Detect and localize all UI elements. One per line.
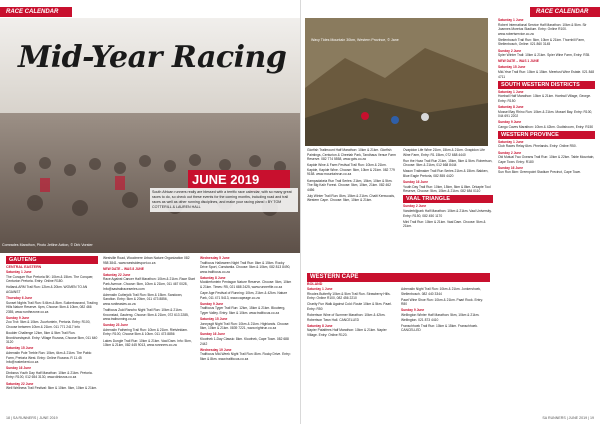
list-item: Adrenalin Night Trail Run: 10km & 21km. Jonkershoek, Stellenbosch. 082 440 3344 [401,287,482,296]
list-item: Thursday 6 June Sunset Nights Trail Run: 5.6km & 8km. Suikerbosrand, Trading Hills Nature Reserve. 6pm, Choose: 5km & 10km, 082 466 2355, www.runthezone.co.za [6,295,98,314]
list-item: NEW DATE – WAS 1 JUNE [498,59,539,64]
list-item: Mason Trailmaker Trail Run Series 21km & 15km. Bakken, Blue Eagle Pretoria, 082 855 4420 [403,169,489,178]
list-item: Adrenalin Cutlerjolk Trail Run: 5km & 15km. Sandown, Sandton. Entry: 5km & 20km, 011 473 8856, www.runiteasies.co.za [103,292,183,306]
photo-caption: Wavy Tides Mountain 30km, Western Province, © Jane [311,38,399,42]
list-item: Saturday 1 June Rhodes Butterfly 10km & 5km Trail Run. Strawberry Hills. Entry: Online R100, 082 456 2210 [307,287,391,301]
western-cape-section [307,273,490,339]
list-item: Sunday 9 June Cango Caves Marathon: 10km & 42km. Oudtshoorn, Entry: R150 [498,120,594,129]
list-item: Westville Road, Woodmere Urban Nature Organization 082 958 3841. www.westsidesport.co.za [103,256,190,265]
list-item: Sunday 2 June Vanderbijlpark Half Marathon: 10km & 21km. Vaal University. Entry: R150, 082 450 1170 [403,204,492,218]
list-item: Stellenbosch Trail Run: 5km, 10km & 21km. Thornhill Farm, Stellenbosch, Online: 021 860 3145 [498,37,585,47]
list-item: Kapide Wine & Farm Festival Trail Run: 10km & 21km. Kapide, Kapide Wine. Choose: 5km, 10km & 21km. 082 779 9158. www.mountainrun.co.za [307,163,395,177]
list-item: Boulder Challenge 12km, 5km & 5km Trail Run. Bronkhorstspruit. Entry: Village Rozana, Choose 5km, 011 640 3120 [6,331,98,345]
list-item: Paarl Wine Shoe Run: 10km & 21km. Paarl Rock. Entry: R80 [401,297,484,307]
list-item: Charity Fun Walk Against Cold: Route 10km & 5km. Paarl. Entry: R50 [307,302,392,311]
list-item: Saturday 8 June Mossel Bay Rhino Run: 10km & 21km. Mossel Bay. Entry: R100, 044 691 2202 [498,104,593,119]
hero-image [0,18,300,253]
intro-blurb: South African runners really are blessed with a terrific race calendar, with so many great races to do, so check out these events for the coming months, including road and trail races as well as other running disciplines, and make your racing plans! • BY TOM COTTERILL & LAUREN HALL [150,188,298,212]
subsection-heading: BOLAND [307,282,323,286]
list-item: Sunday 9 June Zoo Trot: 5km & 10km. Zuurfontein, Pretoria. Entry: R100, Choose between 10km & 21km. 011 771 2417 Info [6,315,91,330]
list-item: July Winter Trail Run: 8km, 15km & 21km. Chaiti Kenwoods, Western Cape. Choose: 5km, 10km & 21km. [307,193,395,203]
listing-column-3 [498,18,595,177]
list-item: Sunday 16 June Youth Day Trail Run: 10km, 15km, 5km & 8km. Drkapte Tool Reserve, Choose: 5km, 10km & 21km. 082 684 0110 [403,180,491,194]
list-item: Saturday 15 June Jonnysgit Night Trail Run: 10km & 21km. Highlands. Choose: 5km, 10km & 21km. 0839 7221, www.nightrun.co.za [200,317,290,331]
list-item: Sunday 2 June Old Mutual Two Oceans Trail Run: 10km & 22km. Table Mountain, Cape Town. Entry: R180 [498,150,595,164]
list-item: Kampadakeia Run Trail Series: 21km, 15km, 10km & 5km. The Big Kaiir Forest. Choose: 5km, 10km, 21km. 082 462 4456 [307,178,393,192]
list-item: Cape Age Festival of Running: 10km, 21km & 42km. Nature Park, 011 471 5413, www.capeage.co.za [200,291,288,300]
list-item: Glorfish Trailmount Half Marathon: 10km & 21km. Glorfish Paintings, Centurion & Cheetah Park, Tandhaus Venue Farm Reserve. 082 774 5558, www.gcts.co.za [307,148,396,162]
list-item: Sunday 9 June Trailfocus Tyger Trail Run: 12km, 15km & 21km. Blouberg, Tyger Valley. Entry: 5km & 10km. www.trailfocus.co.za [200,301,286,316]
photo-caption: Comrades Marathon, Photo Jetline Action, © Dirk Vorster [2,243,93,247]
section-heading: GAUTENG [6,256,98,264]
list-item: Ovapidon Life Wine 21km, 15km & 21km. Ovapidon Life Wine Farm, Entry: R1 15km, 072 688 4440 [403,148,485,157]
list-item: Sunday 16 June Dinksrus Youth Day Half Marathon: 10km & 21km. Pretoria. Entry: R100, 012 654 3130, www.dinksrus.co.za [6,366,93,380]
list-item: Saturday 1 June Club Races Relay 6km. Pinelands. Entry: Online R50. [498,139,577,149]
list-item: Saturday 15 June Mid-Year Trail Run: 10km & 15km. Meerlust Wine Estate. 021 848 4711 [498,65,595,79]
listing-columns [6,256,294,392]
list-item: NEW DATE – WAS 8 JUNE [103,266,144,271]
page-title: Mid-Year Racing [18,40,287,75]
trail-race-photo [305,18,488,146]
page-footer: SA RUNNERS | JUNE 2019 | 19 [542,416,594,420]
listing-column-1 [307,148,397,205]
list-item: Sunday 23 June Adrenalin Fathering Trail Run: 10km & 21km. Rietvleidam. Entry: R100, Choose 5km & 10km. 011 473 8856 [103,323,188,337]
list-item: Sunday 9 June Wellington Winter Half Marathon: 5km, 10km & 21km. Wellington. 021 873 4410 [401,308,480,322]
list-item: Holland-ARM Trail Run: 12km & 20km. WOMEN TO AN AGAINST [6,285,88,294]
section-tab: RACE CALENDAR [530,7,600,17]
list-item: Saturday 1 June Robert International Service Half Marathon: 10km & 5km. Sir Joannes Moretus Stadium. Entry: Online R100. www.robertservice.co.za [498,18,587,36]
list-item: Saturday 1 June Hoekwil Half Marathon: 10km & 21km. Hoekwil Village, George. Entry: R150 [498,89,592,103]
list-item: Run the Hoax Trail Run 21km, 15km, 5km & 5km. Robertson, Choose: 5km & 21km, 012 668 8444 [403,158,493,168]
subsection-heading: CENTRAL EASTERN [6,265,42,269]
listing-column-1 [6,256,98,392]
list-item: Sunday 2 June Spier Winter Trail: 10km & 21km. Spier Wine Farm, Entry: R35. [498,48,591,58]
section-tab: RACE CALENDAR [0,7,72,17]
page-footer: 18 | SA RUNNERS | JUNE 2019 [6,416,58,420]
right-page [300,0,600,424]
month-banner: JUNE 2019 [188,170,290,189]
list-item: Saturday 8 June Modderfontein Pentagon Nature Reserve. Choose: 5km, 10km & 21km. Times: R5, 021 688 2425, www.runnerfile.co.za [200,275,292,290]
listing-column-2 [403,148,493,230]
list-item: Mini Trail Run: 10km & 21km. Vaal Dam. Choose: 5km & 21km. [403,219,486,229]
listing-column-3 [200,256,292,392]
section-heading: VAAL TRIANGLE [403,195,493,203]
list-item: Saturday 22 June Well Wellness Trail Festival: 5km & 10km. 5km, 10km & 21km. [6,381,98,391]
list-item: Wednesday 19 June Trailfocus Mid-Week Night Trail Run: 8km. Rocky Drive. Entry: 5km & 8km. www.trailfocus.co.za [200,347,291,361]
listing-column-2 [103,256,195,392]
list-item: Saturday 8 June Napier Patatfees Half Marathon: 10km & 21km. Napier Village. Entry: Online R120. [307,323,387,337]
list-item: Sunday 16 June Sun Run 8km: Greenpoint Stadium Precinct, Cape Town. [498,165,582,175]
list-item: Saturday 22 June Race Against Cancer Half Marathon: 10km & 21km. Race Start Park Avenue. Choose: 5km, 10km & 21km, 011 467 0028, Info@sastrailraceseries.com [103,272,195,291]
section-heading: WESTERN CAPE [307,273,490,282]
section-heading: SOUTH WESTERN DISTRICTS [498,81,595,89]
list-item: Saturday 15 June Adrenalin Pole Treble Run: 10km, 6km & 21km. The Pablo Farm, Pretoria West. Entry: Online Rozana. R 11.45 Info@rosterkent.co.za [6,346,92,365]
list-item: Sunday 16 June Kloofnek 1-Day Classic: 8km. Kloofnek, Cape Town. 082 688 2442 [200,332,289,346]
list-item: Trailfocus Zuid Rancho Night Trail Run: 10km & 21km. Kroonstad, Gauteng. Choose: 5km & 21km, 072 613 2285, www.trailrunning.co.za [103,307,189,322]
list-item: Wednesday 5 June Trailfocus Halloween Night Trail Run: 8km & 15km. Rocky Drive Sport, Constantia. Choose: 5km & 10km, 082 813 8490, www.trailfocus.co.za [200,256,291,274]
list-item: Franschhoek Trail Run: 10km & 15km. Franschhoek. CANCELLED [401,323,478,333]
list-item: Lakes Dungle Trail Run: 10km & 21km. Vaal Dam. Info: 5km, 10km & 21km, 082 445 9013, www.runnners.co.za [103,338,192,348]
section-heading: WESTERN PROVINCE [498,131,595,139]
list-item: Saturday 1 June The Conquer Run Pretoria 5K: 10km & 15km. The Conquer, Centurion Pretoria. Entry: Online R180. [6,270,94,284]
list-item: Robertson Wine of Summer Marathon: 10km & 42km. Robertson Town Hall. CANCELLED [307,312,386,322]
